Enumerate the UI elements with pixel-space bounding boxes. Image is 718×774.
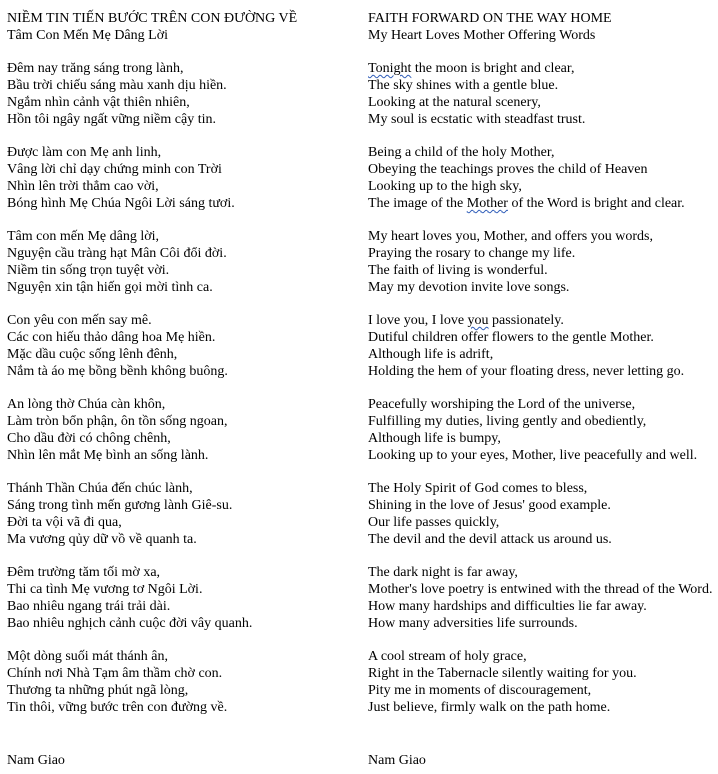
- poem-line: Niềm tin sống trọn tuyệt vời.: [7, 263, 170, 278]
- poem-line: The Holy Spirit of God comes to bless,: [368, 481, 588, 496]
- poem-line: Thương ta những phút ngã lòng,: [7, 683, 189, 698]
- poem-line: The image of the Mother of the Word is bright and clear.: [368, 196, 685, 211]
- stanza: [7, 60, 352, 128]
- stanza-gap: [368, 632, 714, 648]
- poem-line: Tonight the moon is bright and clear,: [368, 61, 575, 76]
- poem-line: I love you, I love you passionately.: [368, 313, 564, 328]
- poem-title-en: FAITH FORWARD ON THE WAY HOME: [368, 11, 612, 26]
- poem-line: Our life passes quickly,: [368, 515, 500, 530]
- poem-line: Mặc dầu cuộc sống lênh đênh,: [7, 347, 178, 362]
- poem-line: How many hardships and difficulties lie far away.: [368, 599, 647, 614]
- poem-line: Thánh Thần Chúa đến chúc lành,: [7, 481, 193, 496]
- stanza-gap: [7, 464, 352, 480]
- poem-line: Vâng lời chỉ dạy chứng minh con Trời: [7, 162, 222, 177]
- poem-line: Pity me in moments of discouragement,: [368, 683, 592, 698]
- poem-line: Con yêu con mến say mê.: [7, 313, 152, 328]
- poem-line: Đời ta vội vã đi qua,: [7, 515, 122, 530]
- poem-line: A cool stream of holy grace,: [368, 649, 527, 664]
- stanza: [368, 144, 714, 212]
- poem-line: Tin thôi, vững bước trên con đường về.: [7, 700, 228, 715]
- poem-line: Chính nơi Nhà Tạm âm thầm chờ con.: [7, 666, 223, 681]
- poem-line: Một dòng suối mát thánh ân,: [7, 649, 168, 664]
- stanza-gap: [368, 44, 714, 60]
- stanza: [368, 396, 714, 464]
- stanza: [7, 144, 352, 212]
- poem-line: Bóng hình Mẹ Chúa Ngôi Lời sáng tươi.: [7, 196, 235, 211]
- poem-line: Sáng trong tình mến gương lành Giê-su.: [7, 498, 233, 513]
- stanza-gap: [368, 380, 714, 396]
- stanza: [368, 228, 714, 296]
- poem-line: Although life is bumpy,: [368, 431, 501, 446]
- poem-line: Các con hiếu thảo dâng hoa Mẹ hiền.: [7, 330, 216, 345]
- spellcheck-underline[interactable]: you: [467, 313, 489, 328]
- poem-line: Nguyện cầu tràng hạt Mân Côi đổi đời.: [7, 246, 227, 261]
- spellcheck-underline[interactable]: Tonight: [368, 61, 412, 76]
- poem-line: The devil and the devil attack us around us.: [368, 532, 612, 547]
- stanza-list-en: [368, 44, 714, 716]
- poem-line: Bao nhiêu nghịch cảnh cuộc đời vây quanh.: [7, 616, 253, 631]
- poem-line: How many adversities life surrounds.: [368, 616, 578, 631]
- stanza: [7, 312, 352, 380]
- poem-line: Being a child of the holy Mother,: [368, 145, 555, 160]
- stanza-gap: [368, 464, 714, 480]
- poem-line: Ngắm nhìn cảnh vật thiên nhiên,: [7, 95, 190, 110]
- poem-line: The faith of living is wonderful.: [368, 263, 548, 278]
- poem-line: The dark night is far away,: [368, 565, 518, 580]
- poem-line: The sky shines with a gentle blue.: [368, 78, 559, 93]
- poem-line: Looking up to the high sky,: [368, 179, 522, 194]
- stanza-gap: [7, 632, 352, 648]
- poem-line: May my devotion invite love songs.: [368, 280, 570, 295]
- stanza: [368, 480, 714, 548]
- english-poem-column: [368, 10, 714, 716]
- poem-line: Cho dầu đời có chông chênh,: [7, 431, 171, 446]
- stanza-gap: [7, 548, 352, 564]
- poem-line: Nhìn lên mắt Mẹ bình an sống lành.: [7, 448, 209, 463]
- poem-line: Just believe, firmly walk on the path home.: [368, 700, 611, 715]
- poem-line: Đêm nay trăng sáng trong lành,: [7, 61, 184, 76]
- stanza: [7, 228, 352, 296]
- stanza-gap: [7, 44, 352, 60]
- poem-line: Thi ca tình Mẹ vương tơ Ngôi Lời.: [7, 582, 203, 597]
- poem-line: My heart loves you, Mother, and offers you words,: [368, 229, 653, 244]
- stanza-gap: [7, 212, 352, 228]
- poem-line: Peacefully worshiping the Lord of the universe,: [368, 397, 636, 412]
- spellcheck-underline[interactable]: Mother: [466, 196, 508, 211]
- stanza: [7, 564, 352, 632]
- stanza: [368, 312, 714, 380]
- stanza-list-vi: [7, 44, 352, 716]
- poem-line: Bầu trời chiếu sáng màu xanh dịu hiền.: [7, 78, 227, 93]
- stanza-gap: [368, 212, 714, 228]
- poem-line: Holding the hem of your floating dress, never letting go.: [368, 364, 685, 379]
- poem-line: Fulfilling my duties, living gently and obediently,: [368, 414, 647, 429]
- poem-line: Làm tròn bổn phận, ôn tồn sống ngoan,: [7, 414, 228, 429]
- vietnamese-poem-column: [7, 10, 352, 716]
- stanza-gap: [7, 128, 352, 144]
- stanza-gap: [368, 296, 714, 312]
- poem-subtitle-en: My Heart Loves Mother Offering Words: [368, 28, 596, 43]
- poem-line: Đêm trường tăm tối mờ xa,: [7, 565, 161, 580]
- author-name-vi: Nam Giao: [7, 753, 65, 768]
- poem-line: Looking at the natural scenery,: [368, 95, 541, 110]
- poem-subtitle-vi: Tâm Con Mến Mẹ Dâng Lời: [7, 28, 168, 43]
- stanza: [368, 60, 714, 128]
- stanza-gap: [368, 548, 714, 564]
- stanza: [7, 480, 352, 548]
- stanza: [7, 396, 352, 464]
- poem-line: Hồn tôi ngây ngất vững niềm cậy tin.: [7, 112, 216, 127]
- author-name-en: Nam Giao: [368, 753, 426, 768]
- poem-line: Right in the Tabernacle silently waiting for you.: [368, 666, 637, 681]
- poem-line: Although life is adrift,: [368, 347, 494, 362]
- stanza-gap: [368, 128, 714, 144]
- poem-line: Looking up to your eyes, Mother, live peacefully and well.: [368, 448, 698, 463]
- poem-line: Tâm con mến Mẹ dâng lời,: [7, 229, 160, 244]
- poem-line: Nhìn lên trời thẳm cao vời,: [7, 179, 159, 194]
- poem-line: Shining in the love of Jesus' good example.: [368, 498, 611, 513]
- poem-line: Bao nhiêu ngang trái trải dài.: [7, 599, 171, 614]
- poem-line: My soul is ecstatic with steadfast trust.: [368, 112, 586, 127]
- poem-line: Nắm tà áo mẹ bồng bềnh không buông.: [7, 364, 228, 379]
- stanza-gap: [7, 380, 352, 396]
- stanza-gap: [7, 296, 352, 312]
- poem-line: Mother's love poetry is entwined with the thread of the Word.: [368, 582, 713, 597]
- stanza: [7, 648, 352, 716]
- poem-line: Praying the rosary to change my life.: [368, 246, 576, 261]
- poem-line: Dutiful children offer flowers to the gentle Mother.: [368, 330, 654, 345]
- poem-line: An lòng thờ Chúa càn khôn,: [7, 397, 166, 412]
- poem-title-vi: NIỀM TIN TIẾN BƯỚC TRÊN CON ĐƯỜNG VỀ: [7, 11, 298, 26]
- stanza: [368, 564, 714, 632]
- poem-line: Obeying the teachings proves the child of Heaven: [368, 162, 648, 177]
- poem-line: Được làm con Mẹ anh linh,: [7, 145, 162, 160]
- poem-line: Ma vương qủy dữ vồ về quanh ta.: [7, 532, 197, 547]
- poem-line: Nguyện xin tận hiến gọi mời tình ca.: [7, 280, 213, 295]
- stanza: [368, 648, 714, 716]
